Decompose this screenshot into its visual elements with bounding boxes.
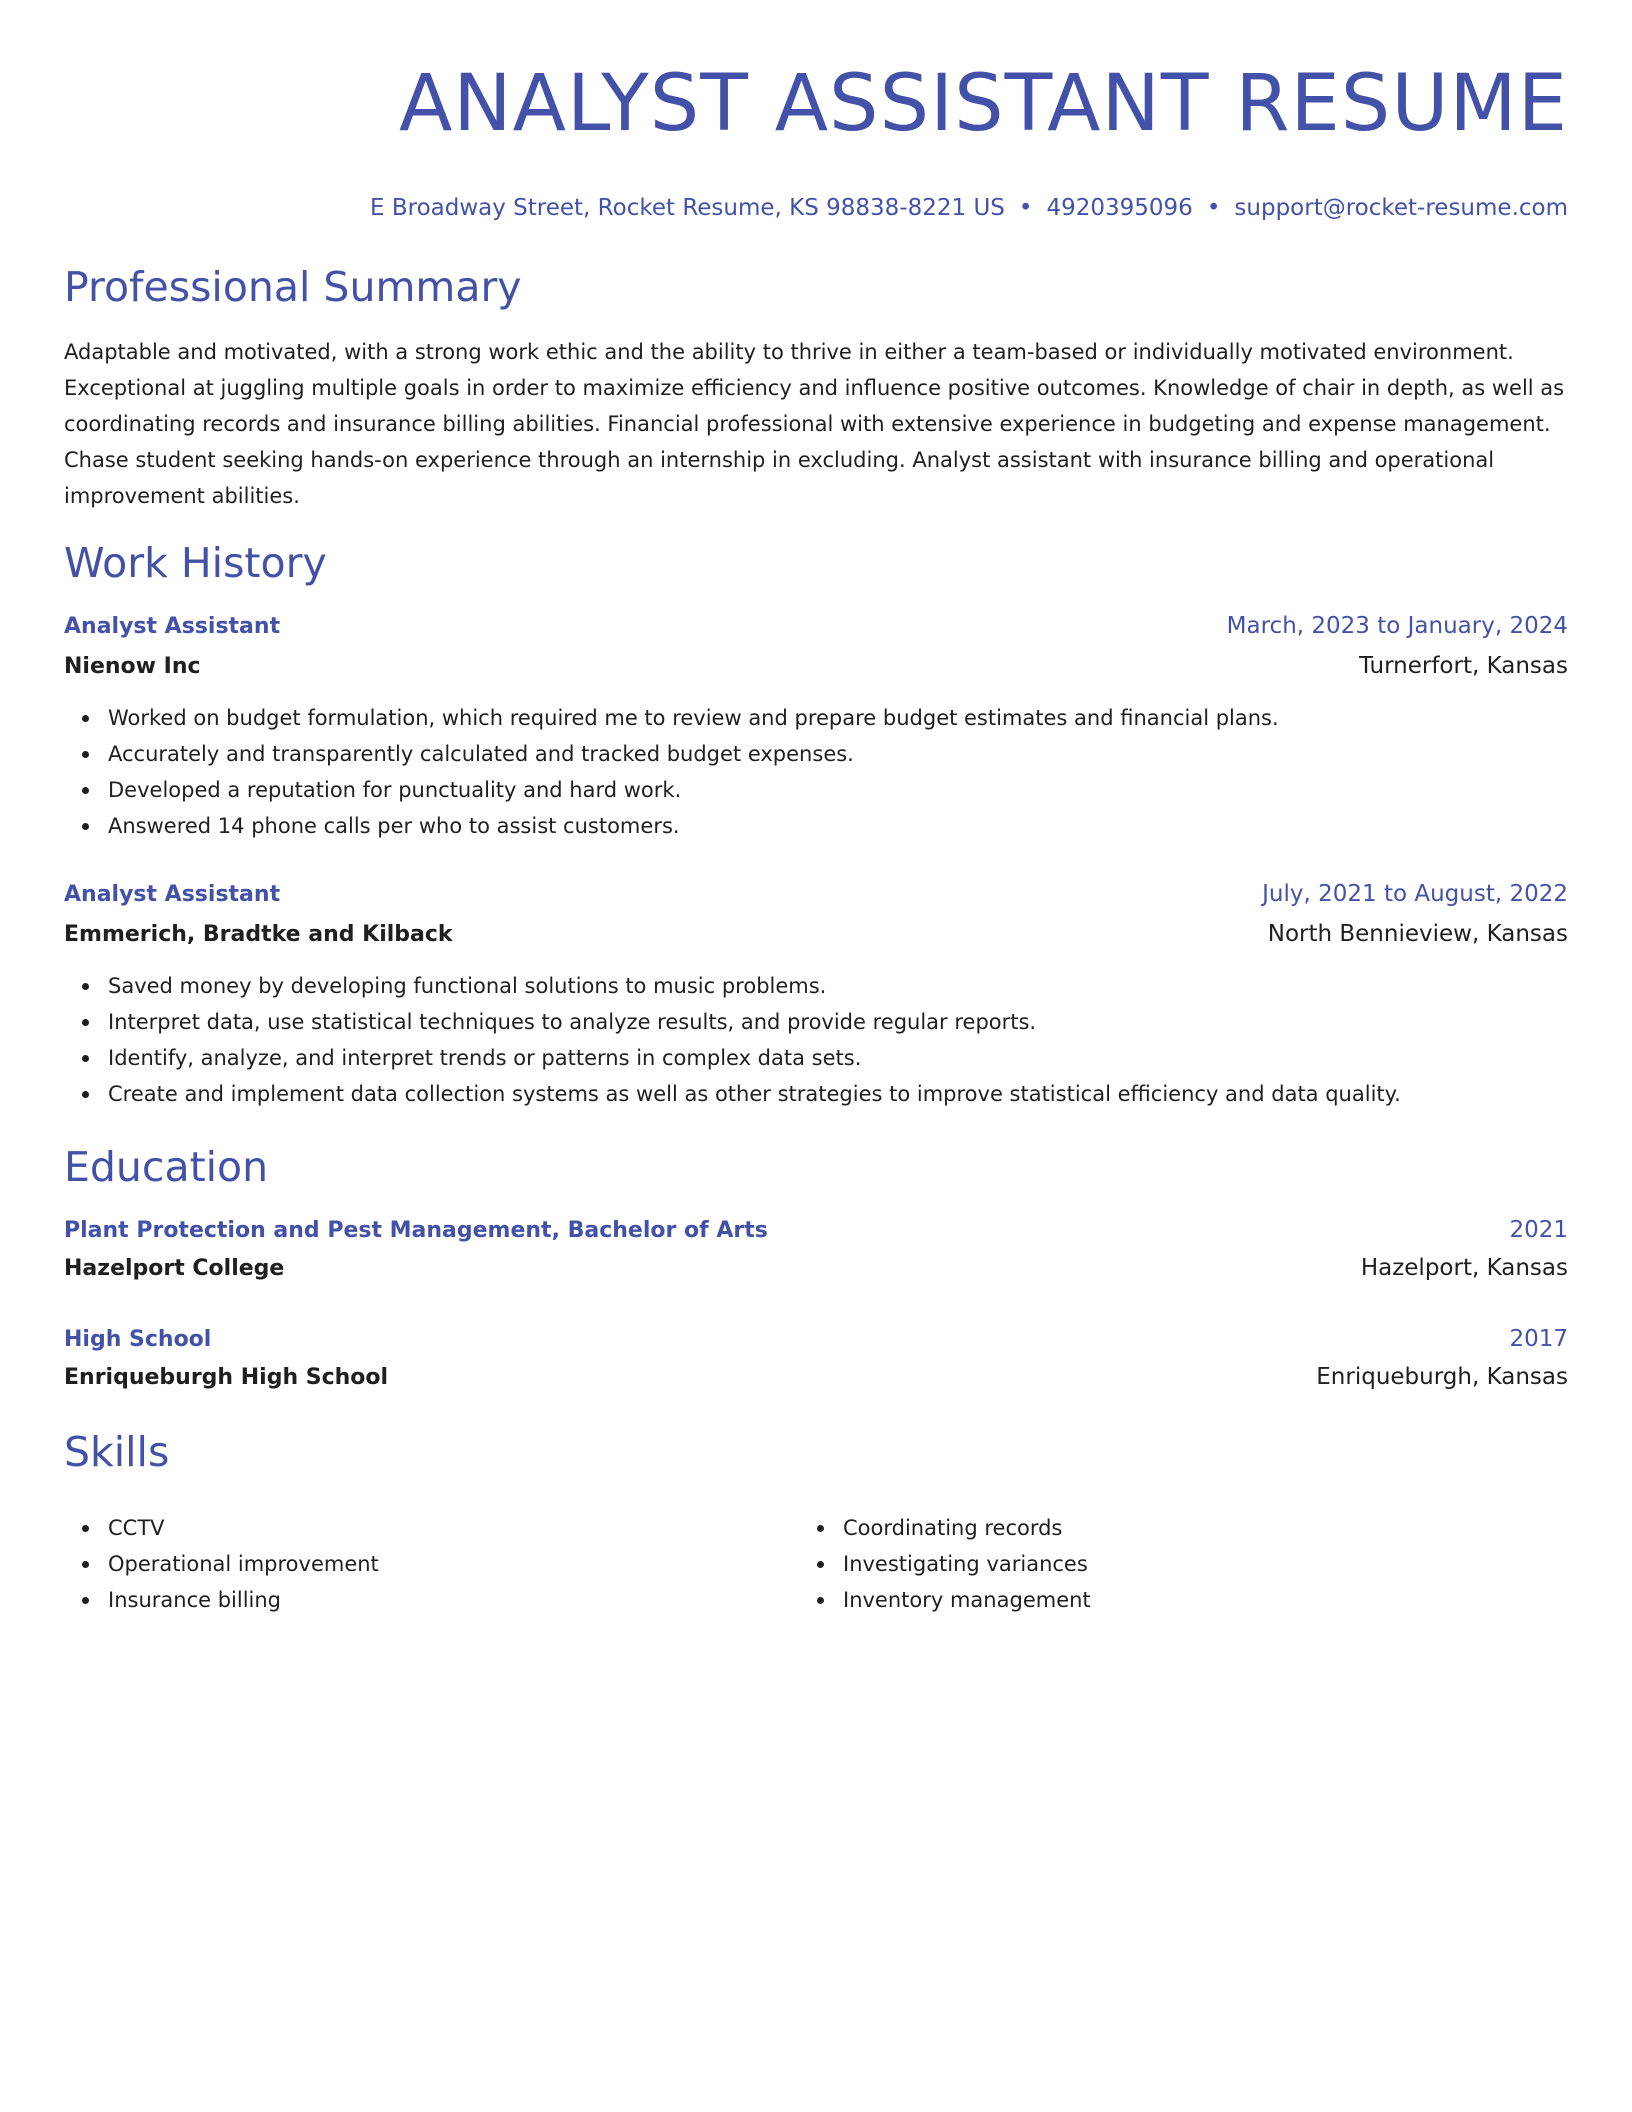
skill-item: Inventory management xyxy=(843,1582,1499,1618)
job-role: Analyst Assistant xyxy=(64,614,281,639)
job-bullets xyxy=(64,968,1568,1112)
list-item: Interpret data, use statistical techniques to analyze results, and provide regular reports. xyxy=(108,1004,1568,1040)
skill-item: CCTV xyxy=(108,1510,764,1546)
list-item: Answered 14 phone calls per who to assist customers. xyxy=(108,808,1568,844)
education-subheader xyxy=(64,1361,1568,1394)
summary-text: Adaptable and motivated, with a strong work ethic and the ability to thrive in either a team-based or individually motivated environment. Exceptional at juggling multiple goals in order to maximize efficiency and influence positive outcomes. Knowledge of chair in depth, as well as coordinating records and insurance billing abilities. Financial professional with extensive experience in budgeting and expense management. Chase student seeking hands-on experience through an internship in excluding. Analyst assistant with insurance billing and operational improvement abilities. xyxy=(64,340,1565,508)
section-title-summary: Professional Summary xyxy=(64,263,522,311)
contact-phone: 4920395096 xyxy=(1046,195,1193,221)
education-year: 2021 xyxy=(1509,1217,1568,1243)
list-item: Create and implement data collection systems as well as other strategies to improve statistical efficiency and data quality. xyxy=(108,1076,1568,1112)
education-location: Hazelport, Kansas xyxy=(1360,1255,1568,1281)
list-item: Developed a reputation for punctuality and hard work. xyxy=(108,772,1568,808)
education-degree: Plant Protection and Pest Management, Bachelor of Arts xyxy=(64,1218,768,1243)
section-title-education: Education xyxy=(64,1143,269,1191)
education-degree: High School xyxy=(64,1327,212,1352)
job-company: Nienow Inc xyxy=(64,654,201,679)
contact-address: E Broadway Street, Rocket Resume, KS 98838-8221 US xyxy=(370,195,1005,221)
job-dates: March, 2023 to January, 2024 xyxy=(1226,613,1568,639)
job-location: Turnerfort, Kansas xyxy=(1358,653,1568,679)
education-year: 2017 xyxy=(1509,1326,1568,1352)
education-school: Enriqueburgh High School xyxy=(64,1365,389,1390)
job-subheader xyxy=(64,650,1568,683)
contact-email[interactable]: support@rocket-resume.com xyxy=(1234,195,1568,221)
list-item: Identify, analyze, and interpret trends or patterns in complex data sets. xyxy=(108,1040,1568,1076)
education-location: Enriqueburgh, Kansas xyxy=(1316,1364,1568,1390)
contact-separator: • xyxy=(1018,195,1033,221)
list-item: Saved money by developing functional solutions to music problems. xyxy=(108,968,1568,1004)
skill-item: Coordinating records xyxy=(843,1510,1499,1546)
job-role: Analyst Assistant xyxy=(64,882,281,907)
job-bullets xyxy=(64,700,1568,844)
job-header xyxy=(64,878,1568,911)
skill-item: Insurance billing xyxy=(108,1582,764,1618)
skills-list-left xyxy=(64,1510,764,1618)
education-header xyxy=(64,1214,1568,1247)
education-school: Hazelport College xyxy=(64,1256,285,1281)
job-subheader xyxy=(64,918,1568,951)
job-dates: July, 2021 to August, 2022 xyxy=(1262,881,1568,907)
job-header xyxy=(64,610,1568,643)
education-subheader xyxy=(64,1252,1568,1285)
list-item: Accurately and transparently calculated and tracked budget expenses. xyxy=(108,736,1568,772)
section-title-skills: Skills xyxy=(64,1428,170,1476)
skills-list-right xyxy=(799,1510,1499,1618)
list-item: Worked on budget formulation, which required me to review and prepare budget estimates and financial plans. xyxy=(108,700,1568,736)
education-header xyxy=(64,1323,1568,1356)
job-company: Emmerich, Bradtke and Kilback xyxy=(64,922,453,947)
section-title-work-history: Work History xyxy=(64,539,327,587)
contact-line xyxy=(370,192,1568,224)
contact-separator: • xyxy=(1206,195,1221,221)
skill-item: Investigating variances xyxy=(843,1546,1499,1582)
job-location: North Bennieview, Kansas xyxy=(1267,921,1568,947)
skill-item: Operational improvement xyxy=(108,1546,764,1582)
resume-title: ANALYST ASSISTANT RESUME xyxy=(398,59,1568,149)
